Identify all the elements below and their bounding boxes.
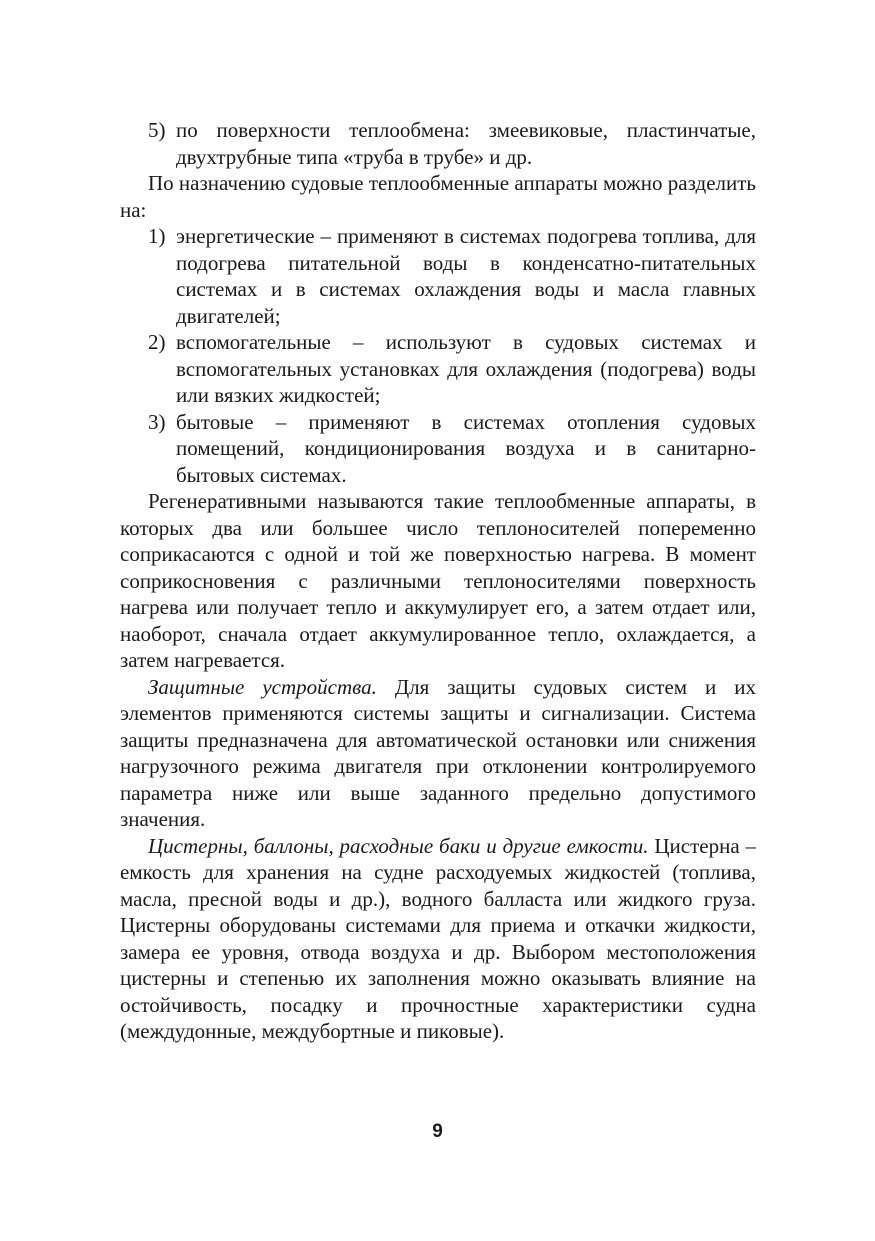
list-item-number: 3) xyxy=(148,409,166,434)
purpose-intro-paragraph: По назначению судовые теплообменные аппараты можно разделить на: xyxy=(120,171,756,222)
tanks-heading: Цистерны, баллоны, расходные баки и другие емкости. xyxy=(148,833,649,858)
list-item-5 xyxy=(120,117,756,170)
list-item-number: 1) xyxy=(148,224,166,248)
purpose-list-item-3 xyxy=(120,409,756,489)
protective-devices-heading: Защитные устройства. xyxy=(148,674,377,699)
page-body xyxy=(120,117,756,1045)
tanks-paragraph xyxy=(120,833,756,1045)
protective-devices-text: Для защиты судовых систем и их элементов применяются системы защиты и сигнализации. Система защиты предназначена для автоматической остановки или снижения нагрузочного режима двигателя при отклонении контролируемого параметра ниже или выше заданного предельно допустимого значения. xyxy=(120,674,756,831)
list-item-number: 5) xyxy=(148,118,166,142)
protective-devices-paragraph xyxy=(120,674,756,833)
regenerative-paragraph: Регенеративными называются такие теплообменные аппараты, в которых два или большее число теплоносителей попеременно соприкасаются с одной и той же поверхностью нагрева. В момент соприкосновения с различными теплоносителями поверхность нагрева или получает тепло и аккумулирует его, а затем отдает или, наоборот, сначала отдает аккумулированное тепло, охлаждается, а затем нагревается. xyxy=(120,489,756,672)
list-item-number: 2) xyxy=(148,330,166,354)
list-item-text: бытовые – применяют в системах отопления судовых помещений, кондиционирования воздуха и в санитарно-бытовых системах. xyxy=(176,409,756,487)
page-number: 9 xyxy=(432,1121,443,1142)
list-item-text: по поверхности теплообмена: змеевиковые, пластинчатые, двухтрубные типа «труба в трубе» и др. xyxy=(176,118,756,169)
purpose-list-item-1 xyxy=(120,223,756,329)
list-item-text: вспомогательные – используют в судовых системах и вспомогательных установках для охлаждения (подогрева) воды или вязких жидкостей; xyxy=(176,330,756,407)
tanks-text: Цистерна – емкость для хранения на судне расходуемых жидкостей (топлива, масла, пресной воды и др.), водного балласта или жидкого груза. Цистерны оборудованы системами для приема и откачки жидкости, замера ее уровня, отвода воздуха и др. Выбором местоположения цистерны и степенью их заполнения можно оказывать влияние на остойчивость, посадку и прочностные характеристики судна (междудонные, междубортные и пиковые). xyxy=(120,833,756,1043)
purpose-list-item-2 xyxy=(120,329,756,409)
list-item-text: энергетические – применяют в системах подогрева топлива, для подогрева питательной воды в конденсатно-питательных системах и в системах охлаждения воды и масла главных двигателей; xyxy=(176,224,756,328)
